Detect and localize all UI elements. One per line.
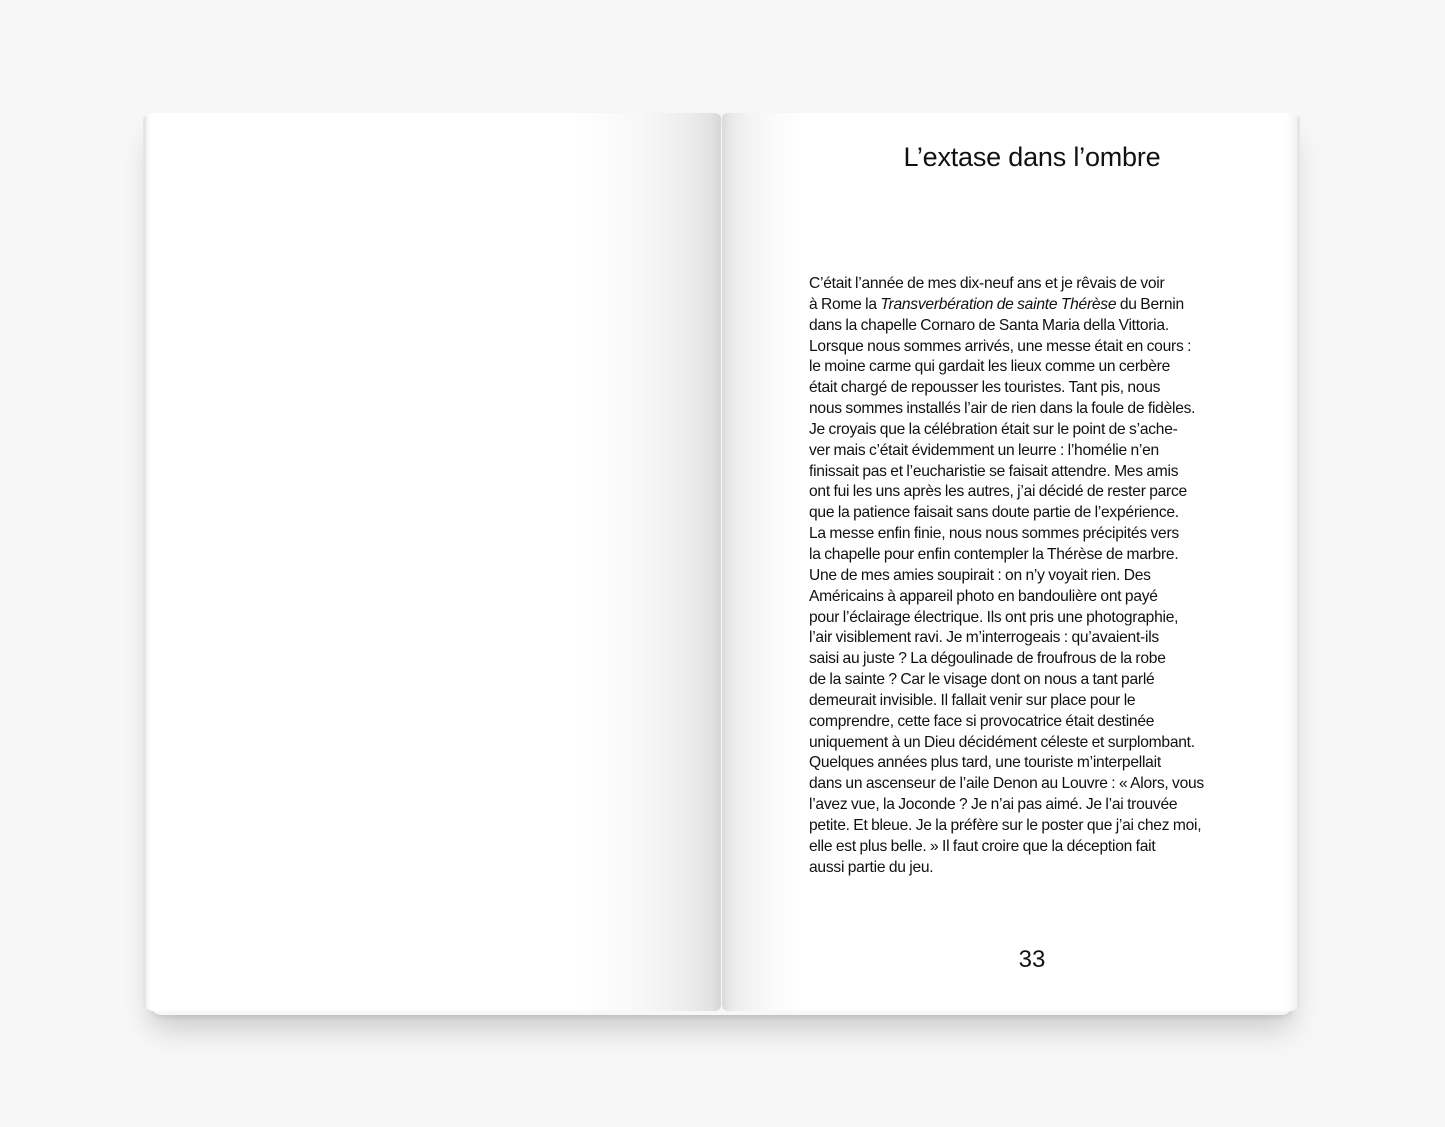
- text-line: elle est plus belle. » Il faut croire que la déception fait: [809, 837, 1156, 855]
- text-line: petite. Et bleue. Je la préfère sur le poster que j’ai chez moi,: [809, 816, 1202, 834]
- chapter-title: L’extase dans l’ombre: [903, 142, 1161, 172]
- text-line: pour l’éclairage électrique. Ils ont pris une photographie,: [809, 608, 1179, 626]
- text-line: l’avez vue, la Joconde ? Je n’ai pas aimé. Je l’ai trouvée: [809, 796, 1178, 814]
- artwork-title: Transverbération de sainte Thérèse: [880, 295, 1117, 313]
- text-line: que la patience faisait sans doute partie de l’expérience.: [809, 504, 1179, 522]
- text-line: Quelques années plus tard, une touriste m’interpellait: [809, 754, 1161, 772]
- text-line: Américains à appareil photo en bandoulière ont payé: [809, 587, 1158, 605]
- text-line: le moine carme qui gardait les lieux comme un cerbère: [809, 358, 1171, 376]
- text-line: la chapelle pour enfin contempler la Thérèse de marbre.: [809, 545, 1179, 563]
- text-line: finissait pas et l’eucharistie se faisait attendre. Mes amis: [809, 462, 1179, 480]
- right-page-edge: [1297, 116, 1300, 1008]
- page-number: 33: [1018, 946, 1046, 973]
- text-line: dans un ascenseur de l’aile Denon au Louvre : « Alors, vous: [809, 775, 1204, 793]
- text-line: [809, 295, 1264, 316]
- text-line: ver mais c’était évidemment un leurre : l’homélie n’en: [809, 441, 1159, 459]
- text-line: comprendre, cette face si provocatrice était destinée: [809, 712, 1155, 730]
- text-line: de la sainte ? Car le visage dont on nous a tant parlé: [809, 671, 1155, 689]
- open-book: [145, 113, 1298, 1011]
- text-line: dans la chapelle Cornaro de Santa Maria della Vittoria.: [809, 316, 1169, 334]
- right-page: [722, 113, 1298, 1011]
- text-line: La messe enfin finie, nous nous sommes précipités vers: [809, 525, 1179, 543]
- body-text: [809, 274, 1264, 878]
- left-page-edge: [143, 116, 146, 1008]
- text-line: Lorsque nous sommes arrivés, une messe était en cours :: [809, 337, 1192, 355]
- text-line: nous sommes installés l’air de rien dans la foule de fidèles.: [809, 400, 1196, 418]
- text-segment: du Bernin: [1116, 295, 1184, 313]
- text-line: était chargé de repousser les touristes. Tant pis, nous: [809, 379, 1161, 397]
- text-line: ont fui les uns après les autres, j’ai décidé de rester parce: [809, 483, 1187, 501]
- text-line: Je croyais que la célébration était sur le point de s’ache-: [809, 420, 1178, 438]
- text-line: Une de mes amies soupirait : on n’y voyait rien. Des: [809, 566, 1151, 584]
- text-line: saisi au juste ? La dégoulinade de froufrous de la robe: [809, 650, 1166, 668]
- text-line: l’air visiblement ravi. Je m’interrogeais : qu’avaient-ils: [809, 629, 1159, 647]
- left-page: [145, 113, 721, 1011]
- text-line: demeurait invisible. Il fallait venir sur place pour le: [809, 691, 1136, 709]
- text-line: aussi partie du jeu.: [809, 858, 934, 876]
- text-line: uniquement à un Dieu décidément céleste et surplombant.: [809, 733, 1195, 751]
- text-segment: à Rome la: [809, 295, 881, 313]
- text-line: C’était l’année de mes dix-neuf ans et je rêvais de voir: [809, 275, 1165, 292]
